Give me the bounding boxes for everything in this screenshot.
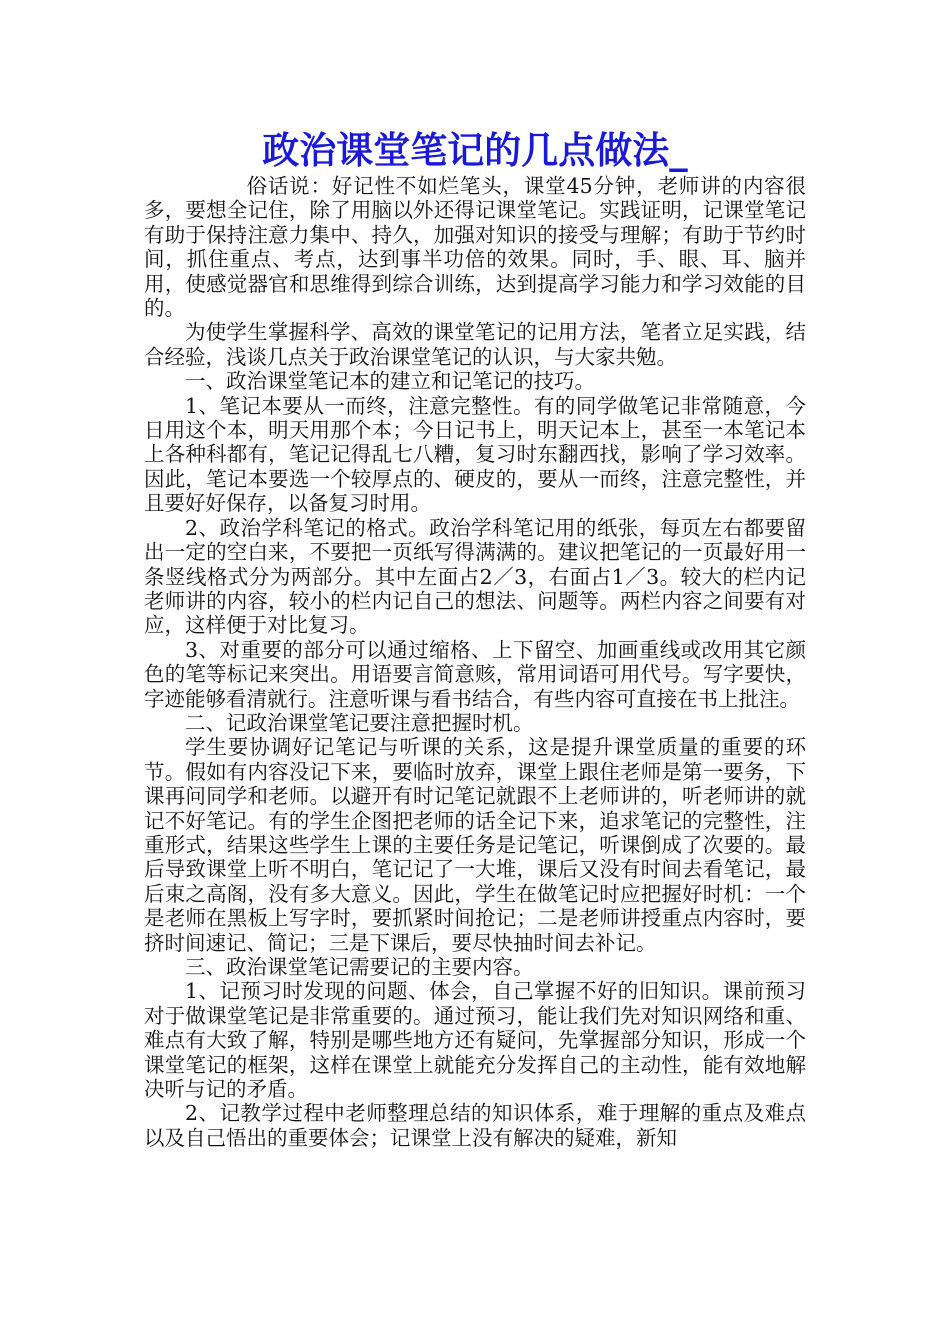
section-heading-3: 三、政治课堂笔记需要记的主要内容。 <box>185 955 534 979</box>
document-body <box>144 174 806 1150</box>
section-heading-1: 一、政治课堂笔记本的建立和记笔记的技巧。 <box>185 369 595 394</box>
paragraph-highlighting: 3、对重要的部分可以通过缩格、上下留空、加画重线或改用其它颜色的笔等标记来突出。用语要言简意赅，常用词语可用代号。写字要快，字迹能够看清就行。注意听课与看书结合，有些内容可直接在书上批注。 <box>144 637 806 711</box>
paragraph-timing: 学生要协调好记笔记与听课的关系，这是提升课堂质量的重要的环节。假如有内容没记下来，要临时放弃，课堂上跟住老师是第一要务，下课再问同学和老师。以避开有时记笔记就跟不上老师讲的，听老师讲的就记不好笔记。有的学生企图把老师的话全记下来，追求笔记的完整性，注重形式，结果这些学生上课的主要任务是记笔记，听课倒成了次要的。最后导致课堂上听不明白，笔记记了一大堆，课后又没有时间去看笔记，最后束之高阁，没有多大意义。因此，学生在做笔记时应把握好时机：一个是老师在黑板上写字时，要抓紧时间抢记；二是老师讲授重点内容时，要挤时间速记、简记；三是下课后，要尽快抽时间去补记。 <box>144 735 806 955</box>
paragraph-notebook-format: 2、政治学科笔记的格式。政治学科笔记用的纸张，每页左右都要留出一定的空白来，不要把一页纸写得满满的。建议把笔记的一页最好用一条竖线格式分为两部分。其中左面占2／3，右面占1／3。较大的栏内记老师讲的内容，较小的栏内记自己的想法、问题等。两栏内容之间要有对应，这样便于对比复习。 <box>144 515 806 638</box>
paragraph-purpose: 为使学生掌握科学、高效的课堂笔记的记用方法，笔者立足实践，结合经验，浅谈几点关于政治课堂笔记的认识，与大家共勉。 <box>144 320 806 369</box>
paragraph-intro: 俗话说：好记性不如烂笔头，课堂45分钟，老师讲的内容很多，要想全记住，除了用脑以外还得记课堂笔记。实践证明，记课堂笔记有助于保持注意力集中、持久，加强对知识的接受与理解；有助于节约时间，抓住重点、考点，达到事半功倍的效果。同时，手、眼、耳、脑并用，使感觉器官和思维得到综合训练，达到提高学习能力和学习效能的目的。 <box>144 174 806 321</box>
document-title: 政治课堂笔记的几点做法_ <box>262 129 688 172</box>
paragraph-preview-notes: 1、记预习时发现的问题、体会，自己掌握不好的旧知识。课前预习对于做课堂笔记是非常重要的。通过预习，能让我们先对知识网络和重、难点有大致了解，特别是哪些地方还有疑问，先掌握部分知识，形成一个课堂笔记的框架，这样在课堂上就能充分发挥自己的主动性，能有效地解决听与记的矛盾。 <box>144 979 806 1102</box>
paragraph-notebook-continuity: 1、笔记本要从一而终，注意完整性。有的同学做笔记非常随意，今日用这个本，明天用那个本；今日记书上，明天记本上，甚至一本笔记本上各种科都有，笔记记得乱七八糟，复习时东翻西找，影响了学习效率。因此，笔记本要选一个较厚点的、硬皮的，要从一而终，注意完整性，并且要好好保存，以备复习时用。 <box>144 393 806 516</box>
section-heading-2: 二、记政治课堂笔记要注意把握时机。 <box>185 710 534 735</box>
paragraph-class-notes: 2、记教学过程中老师整理总结的知识体系，难于理解的重点及难点以及自己悟出的重要体会；记课堂上没有解决的疑难，新知 <box>144 1101 806 1150</box>
